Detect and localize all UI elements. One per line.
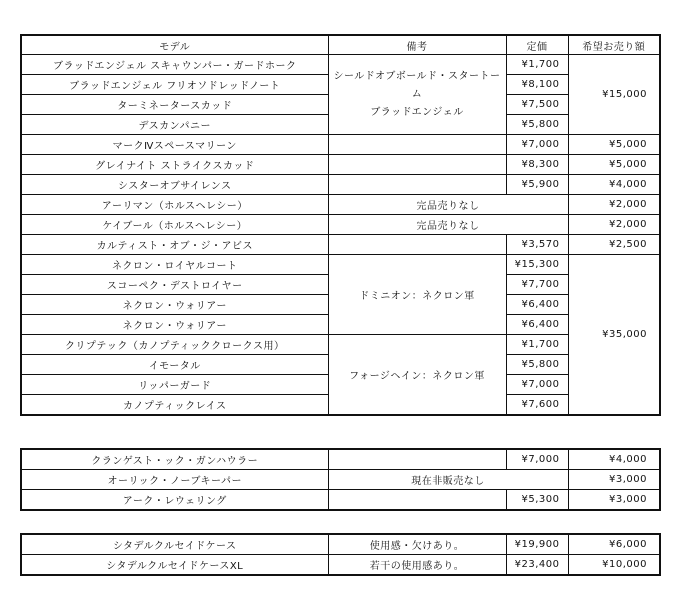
model-cell: グレイナイト ストライクスカッド [21, 155, 328, 175]
model-cell: シタデルクルセイドケースXL [21, 555, 328, 576]
model-cell: シタデルクルセイドケース [21, 534, 328, 555]
model-cell: ネクロン・ウォリアー [21, 315, 328, 335]
asking-price-cell: ¥4,000 [568, 175, 660, 195]
table-row [21, 255, 660, 275]
model-cell: ターミネータースカッド [21, 95, 328, 115]
asking-price-cell: ¥5,000 [568, 135, 660, 155]
header-note: 備考 [328, 35, 506, 55]
note-cell [328, 175, 506, 195]
model-cell: ケイブール（ホルスヘレシー） [21, 215, 328, 235]
list-price-cell: ¥1,700 [506, 335, 568, 355]
model-cell: アーリマン（ホルスヘレシー） [21, 195, 328, 215]
model-cell: ブラッドエンジェル スキャウンパー・ガードホーク [21, 55, 328, 75]
table-row [21, 534, 660, 555]
model-cell: デスカンパニー [21, 115, 328, 135]
note-cell: 完品売りなし [328, 215, 568, 235]
list-price-cell: ¥19,900 [506, 534, 568, 555]
table-row [21, 55, 660, 75]
list-price-cell: ¥5,800 [506, 355, 568, 375]
asking-price-cell: ¥5,000 [568, 155, 660, 175]
list-price-cell: ¥8,100 [506, 75, 568, 95]
table-row [21, 215, 660, 235]
asking-price-cell: ¥15,000 [568, 55, 660, 135]
note-cell: シールドオブボールド・スタートーム ブラッドエンジェル [328, 55, 506, 135]
note-cell: 完品売りなし [328, 195, 568, 215]
note-cell: 使用感・欠けあり。 [328, 534, 506, 555]
note-cell: 若干の使用感あり。 [328, 555, 506, 576]
asking-price-cell: ¥2,000 [568, 215, 660, 235]
list-price-cell: ¥1,700 [506, 55, 568, 75]
asking-price-cell: ¥2,500 [568, 235, 660, 255]
note-cell [328, 135, 506, 155]
model-cell: マークⅣスペースマリーン [21, 135, 328, 155]
note-cell [328, 490, 506, 511]
list-price-cell: ¥5,800 [506, 115, 568, 135]
table-row [21, 235, 660, 255]
list-price-cell: ¥7,000 [506, 375, 568, 395]
list-price-cell: ¥6,400 [506, 315, 568, 335]
asking-price-cell: ¥3,000 [568, 490, 660, 511]
model-cell: クリプテック（カノプティッククロークス用） [21, 335, 328, 355]
list-price-cell: ¥23,400 [506, 555, 568, 576]
note-cell: フォージヘイン：ネクロン軍 [328, 335, 506, 416]
header-model: モデル [21, 35, 328, 55]
table-row [21, 449, 660, 470]
table-row [21, 195, 660, 215]
model-cell: オーリック・ノーブキーパー [21, 470, 328, 490]
table-row [21, 155, 660, 175]
list-price-cell: ¥15,300 [506, 255, 568, 275]
note-cell [328, 449, 506, 470]
list-price-cell: ¥3,570 [506, 235, 568, 255]
model-cell: シスターオブサイレンス [21, 175, 328, 195]
model-cell: カノプティックレイス [21, 395, 328, 416]
model-cell: ネクロン・ウォリアー [21, 295, 328, 315]
list-price-cell: ¥7,700 [506, 275, 568, 295]
note-cell: ドミニオン：ネクロン軍 [328, 255, 506, 335]
model-cell: カルティスト・オブ・ジ・アビス [21, 235, 328, 255]
model-cell: ブラッドエンジェル フリオソドレッドノート [21, 75, 328, 95]
table-row [21, 555, 660, 576]
list-price-cell: ¥8,300 [506, 155, 568, 175]
note-cell [328, 235, 506, 255]
asking-price-cell: ¥3,000 [568, 470, 660, 490]
model-cell: ネクロン・ロイヤルコート [21, 255, 328, 275]
price-table-cases [20, 533, 661, 576]
table-row [21, 135, 660, 155]
table-header-row [21, 35, 660, 55]
list-price-cell: ¥7,000 [506, 135, 568, 155]
header-list-price: 定価 [506, 35, 568, 55]
list-price-cell: ¥7,600 [506, 395, 568, 416]
price-table-main [20, 34, 661, 416]
asking-price-cell: ¥2,000 [568, 195, 660, 215]
model-cell: イモータル [21, 355, 328, 375]
asking-price-cell: ¥6,000 [568, 534, 660, 555]
list-price-cell: ¥5,900 [506, 175, 568, 195]
table-row [21, 490, 660, 511]
list-price-cell: ¥7,500 [506, 95, 568, 115]
list-price-cell: ¥6,400 [506, 295, 568, 315]
table-row [21, 175, 660, 195]
asking-price-cell: ¥4,000 [568, 449, 660, 470]
model-cell: スコーペク・デストロイヤー [21, 275, 328, 295]
list-price-cell: ¥7,000 [506, 449, 568, 470]
note-cell: 現在非販売なし [328, 470, 568, 490]
price-table-secondary [20, 448, 661, 511]
list-price-cell: ¥5,300 [506, 490, 568, 511]
table-row [21, 335, 660, 355]
header-asking-price: 希望お売り額 [568, 35, 660, 55]
model-cell: アーク・レウェリング [21, 490, 328, 511]
model-cell: クランゲスト・ック・ガンハウラー [21, 449, 328, 470]
table-row [21, 470, 660, 490]
asking-price-cell: ¥10,000 [568, 555, 660, 576]
note-cell [328, 155, 506, 175]
asking-price-cell: ¥35,000 [568, 255, 660, 416]
model-cell: リッパーガード [21, 375, 328, 395]
